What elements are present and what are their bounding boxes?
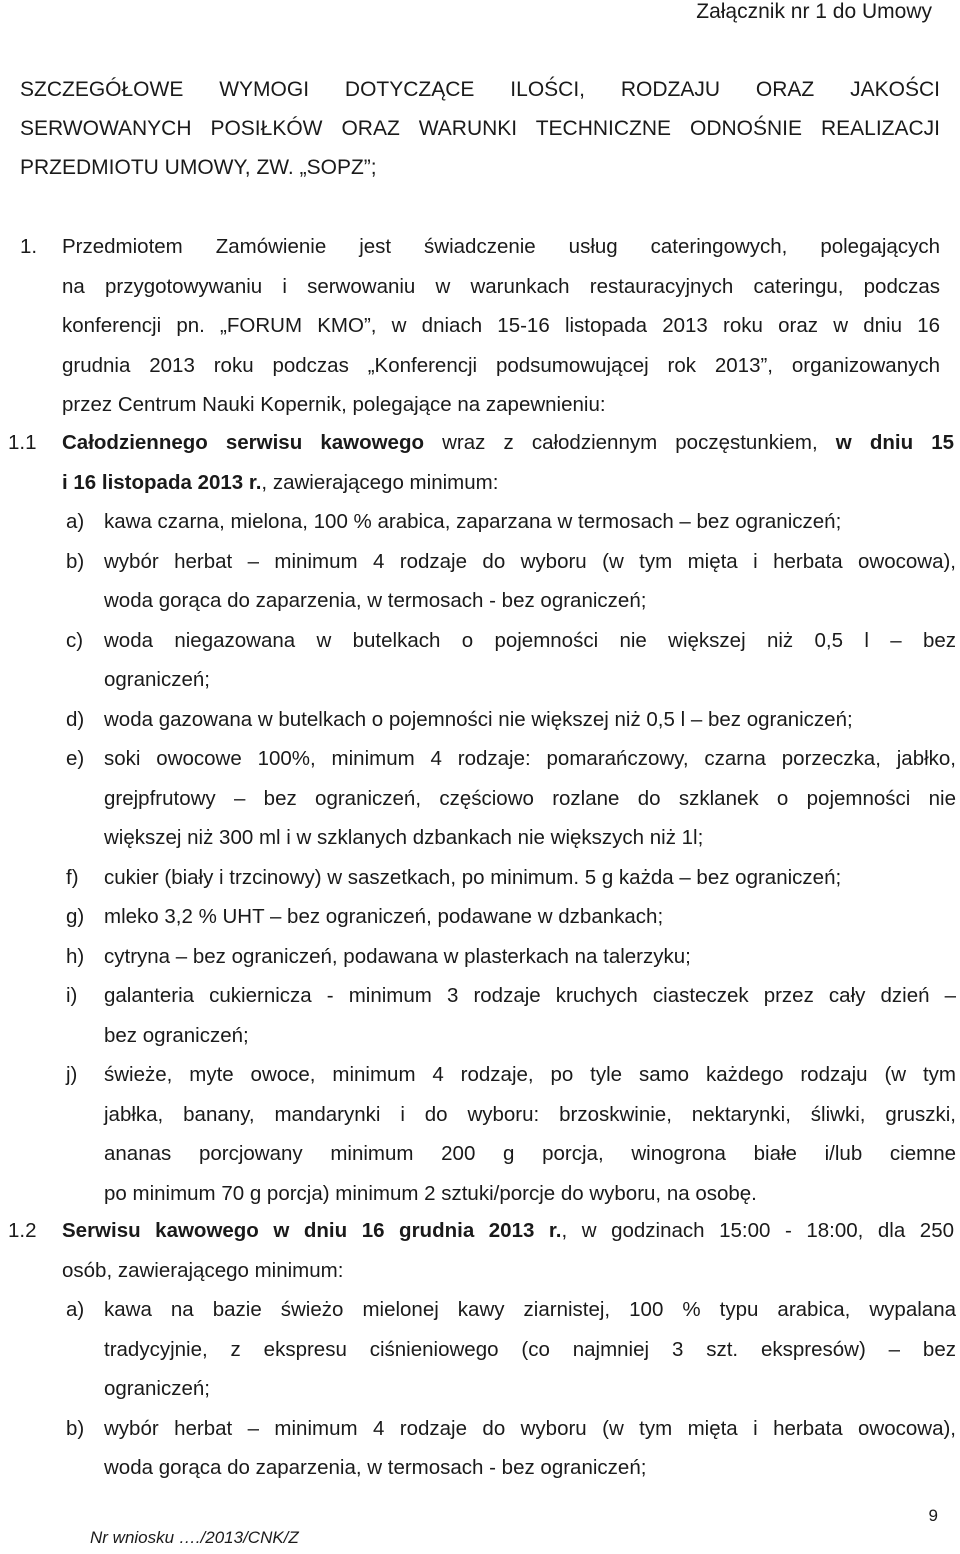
list-item-letter: d) [66, 707, 85, 731]
list-item-line: grejpfrutowy – bez ograniczeń, częściowo rozlane do szklanek o pojemności nie [104, 786, 956, 810]
list-item-letter: b) [66, 549, 85, 573]
list-item-line: po minimum 70 g porcja) minimum 2 sztuki/porcje do wyboru, na osobę. [104, 1181, 757, 1205]
page-number: 9 [928, 1506, 938, 1525]
list-item-line: ananas porcjowany minimum 200 g porcja, winogrona białe i/lub ciemne [104, 1142, 956, 1165]
section-1-paragraph: Przedmiotem Zamówienie jest świadczenie usług cateringowych, polegających na przygotowywaniu i serwowaniu w warunkach restauracyjnych cateringu, podczas konferencji pn. „FORUM KMO”, w dniach 15-16 listopada 2013 roku oraz w dniu 16 grudnia 2013 roku podczas „Konferencji podsumowującej rok 2013”, organizowanych przez Centrum Nauki Kopernik, polegające na zapewnieniu: [62, 235, 940, 416]
subsection-1-1-heading: Całodziennego serwisu kawowego wraz z całodziennym poczęstunkiem, w dniu 15 i 16 listopada 2013 r., zawierającego minimum: [62, 431, 955, 494]
list-item [104, 897, 956, 937]
list-item-line: woda gorąca do zaparzenia, w termosach - bez ograniczeń; [104, 589, 647, 612]
list-item-letter: g) [66, 905, 85, 928]
list-item-letter: e) [66, 747, 85, 770]
list-item-line: ograniczeń; [104, 668, 210, 691]
list-item [104, 858, 956, 898]
list-item-line: wybór herbat – minimum 4 rodzaje do wyboru (w tym mięta i herbata owocowa), [104, 1416, 956, 1440]
list-item [104, 700, 956, 740]
list-item [104, 502, 956, 542]
list-item [104, 621, 956, 700]
list-item [104, 542, 956, 621]
list-item-line: świeże, myte owoce, minimum 4 rodzaje, po tyle samo każdego rodzaju (w tym [104, 1063, 956, 1086]
list-item-line: woda gorąca do zaparzenia, w termosach - bez ograniczeń; [104, 1456, 647, 1479]
list-item-line: kawa czarna, mielona, 100 % arabica, zaparzana w termosach – bez ograniczeń; [104, 510, 842, 533]
list-item-line: bez ograniczeń; [104, 1023, 249, 1047]
list-item [104, 1290, 956, 1409]
subsection-1-2-heading: Serwisu kawowego w dniu 16 grudnia 2013 r., w godzinach 15:00 - 18:00, dla 250 osób, zawierającego minimum: [62, 1219, 955, 1282]
list-item-letter: i) [66, 984, 78, 1007]
list-item-letter: a) [66, 1298, 85, 1321]
list-item-line: cukier (biały i trzcinowy) w saszetkach, po minimum. 5 g każda – bez ograniczeń; [104, 865, 842, 889]
list-item [104, 937, 956, 977]
list-item-line: soki owocowe 100%, minimum 4 rodzaje: pomarańczowy, czarna porzeczka, jabłko, [104, 747, 956, 770]
list-item-line: woda niegazowana w butelkach o pojemności nie większej niż 0,5 l – bez [104, 628, 956, 652]
list-item-line: woda gazowana w butelkach o pojemności nie większej niż 0,5 l – bez ograniczeń; [104, 707, 853, 731]
list-item-line: cytryna – bez ograniczeń, podawana w plasterkach na talerzyku; [104, 944, 691, 968]
list-item-line: jabłka, banany, mandarynki i do wyboru: brzoskwinie, nektarynki, śliwki, gruszki, [104, 1102, 956, 1126]
document-title [20, 70, 940, 187]
list-item [104, 1409, 956, 1488]
title-line: SERWOWANYCH POSIŁKÓW ORAZ WARUNKI TECHNICZNE ODNOŚNIE REALIZACJI [20, 117, 940, 140]
list-item-letter: b) [66, 1416, 85, 1440]
list-item-line: kawa na bazie świeżo mielonej kawy ziarnistej, 100 % typu arabica, wypalana [104, 1298, 956, 1321]
subsection-number: 1.1 [8, 431, 37, 454]
list-item-letter: f) [66, 865, 79, 889]
title-line: SZCZEGÓŁOWE WYMOGI DOTYCZĄCE ILOŚCI, RODZAJU ORAZ JAKOŚCI [20, 78, 940, 101]
list-item-line: mleko 3,2 % UHT – bez ograniczeń, podawane w dzbankach; [104, 905, 664, 928]
list-item-line: tradycyjnie, z ekspresu ciśnieniowego (co najmniej 3 szt. ekspresów) – bez [104, 1337, 956, 1361]
list-item-letter: c) [66, 628, 84, 652]
list-item-letter: a) [66, 510, 85, 533]
list-item-line: większej niż 300 ml i w szklanych dzbankach nie większych niż 1l; [104, 826, 704, 849]
attachment-label: Załącznik nr 1 do Umowy [696, 0, 932, 23]
list-item-line: galanteria cukiernicza - minimum 3 rodzaje kruchych ciasteczek przez cały dzień – [104, 984, 956, 1007]
list-item [104, 1055, 956, 1213]
list-item-letter: j) [66, 1063, 78, 1086]
list-item-line: wybór herbat – minimum 4 rodzaje do wyboru (w tym mięta i herbata owocowa), [104, 549, 956, 573]
list-item-letter: h) [66, 944, 85, 968]
subsection-number: 1.2 [8, 1219, 37, 1242]
list-item [104, 976, 956, 1055]
list-item [104, 739, 956, 858]
list-item-line: ograniczeń; [104, 1377, 210, 1400]
title-line: PRZEDMIOTU UMOWY, ZW. „SOPZ”; [20, 156, 377, 179]
section-number: 1. [20, 235, 38, 258]
application-number: Nr wniosku …./2013/CNK/Z [90, 1528, 299, 1547]
